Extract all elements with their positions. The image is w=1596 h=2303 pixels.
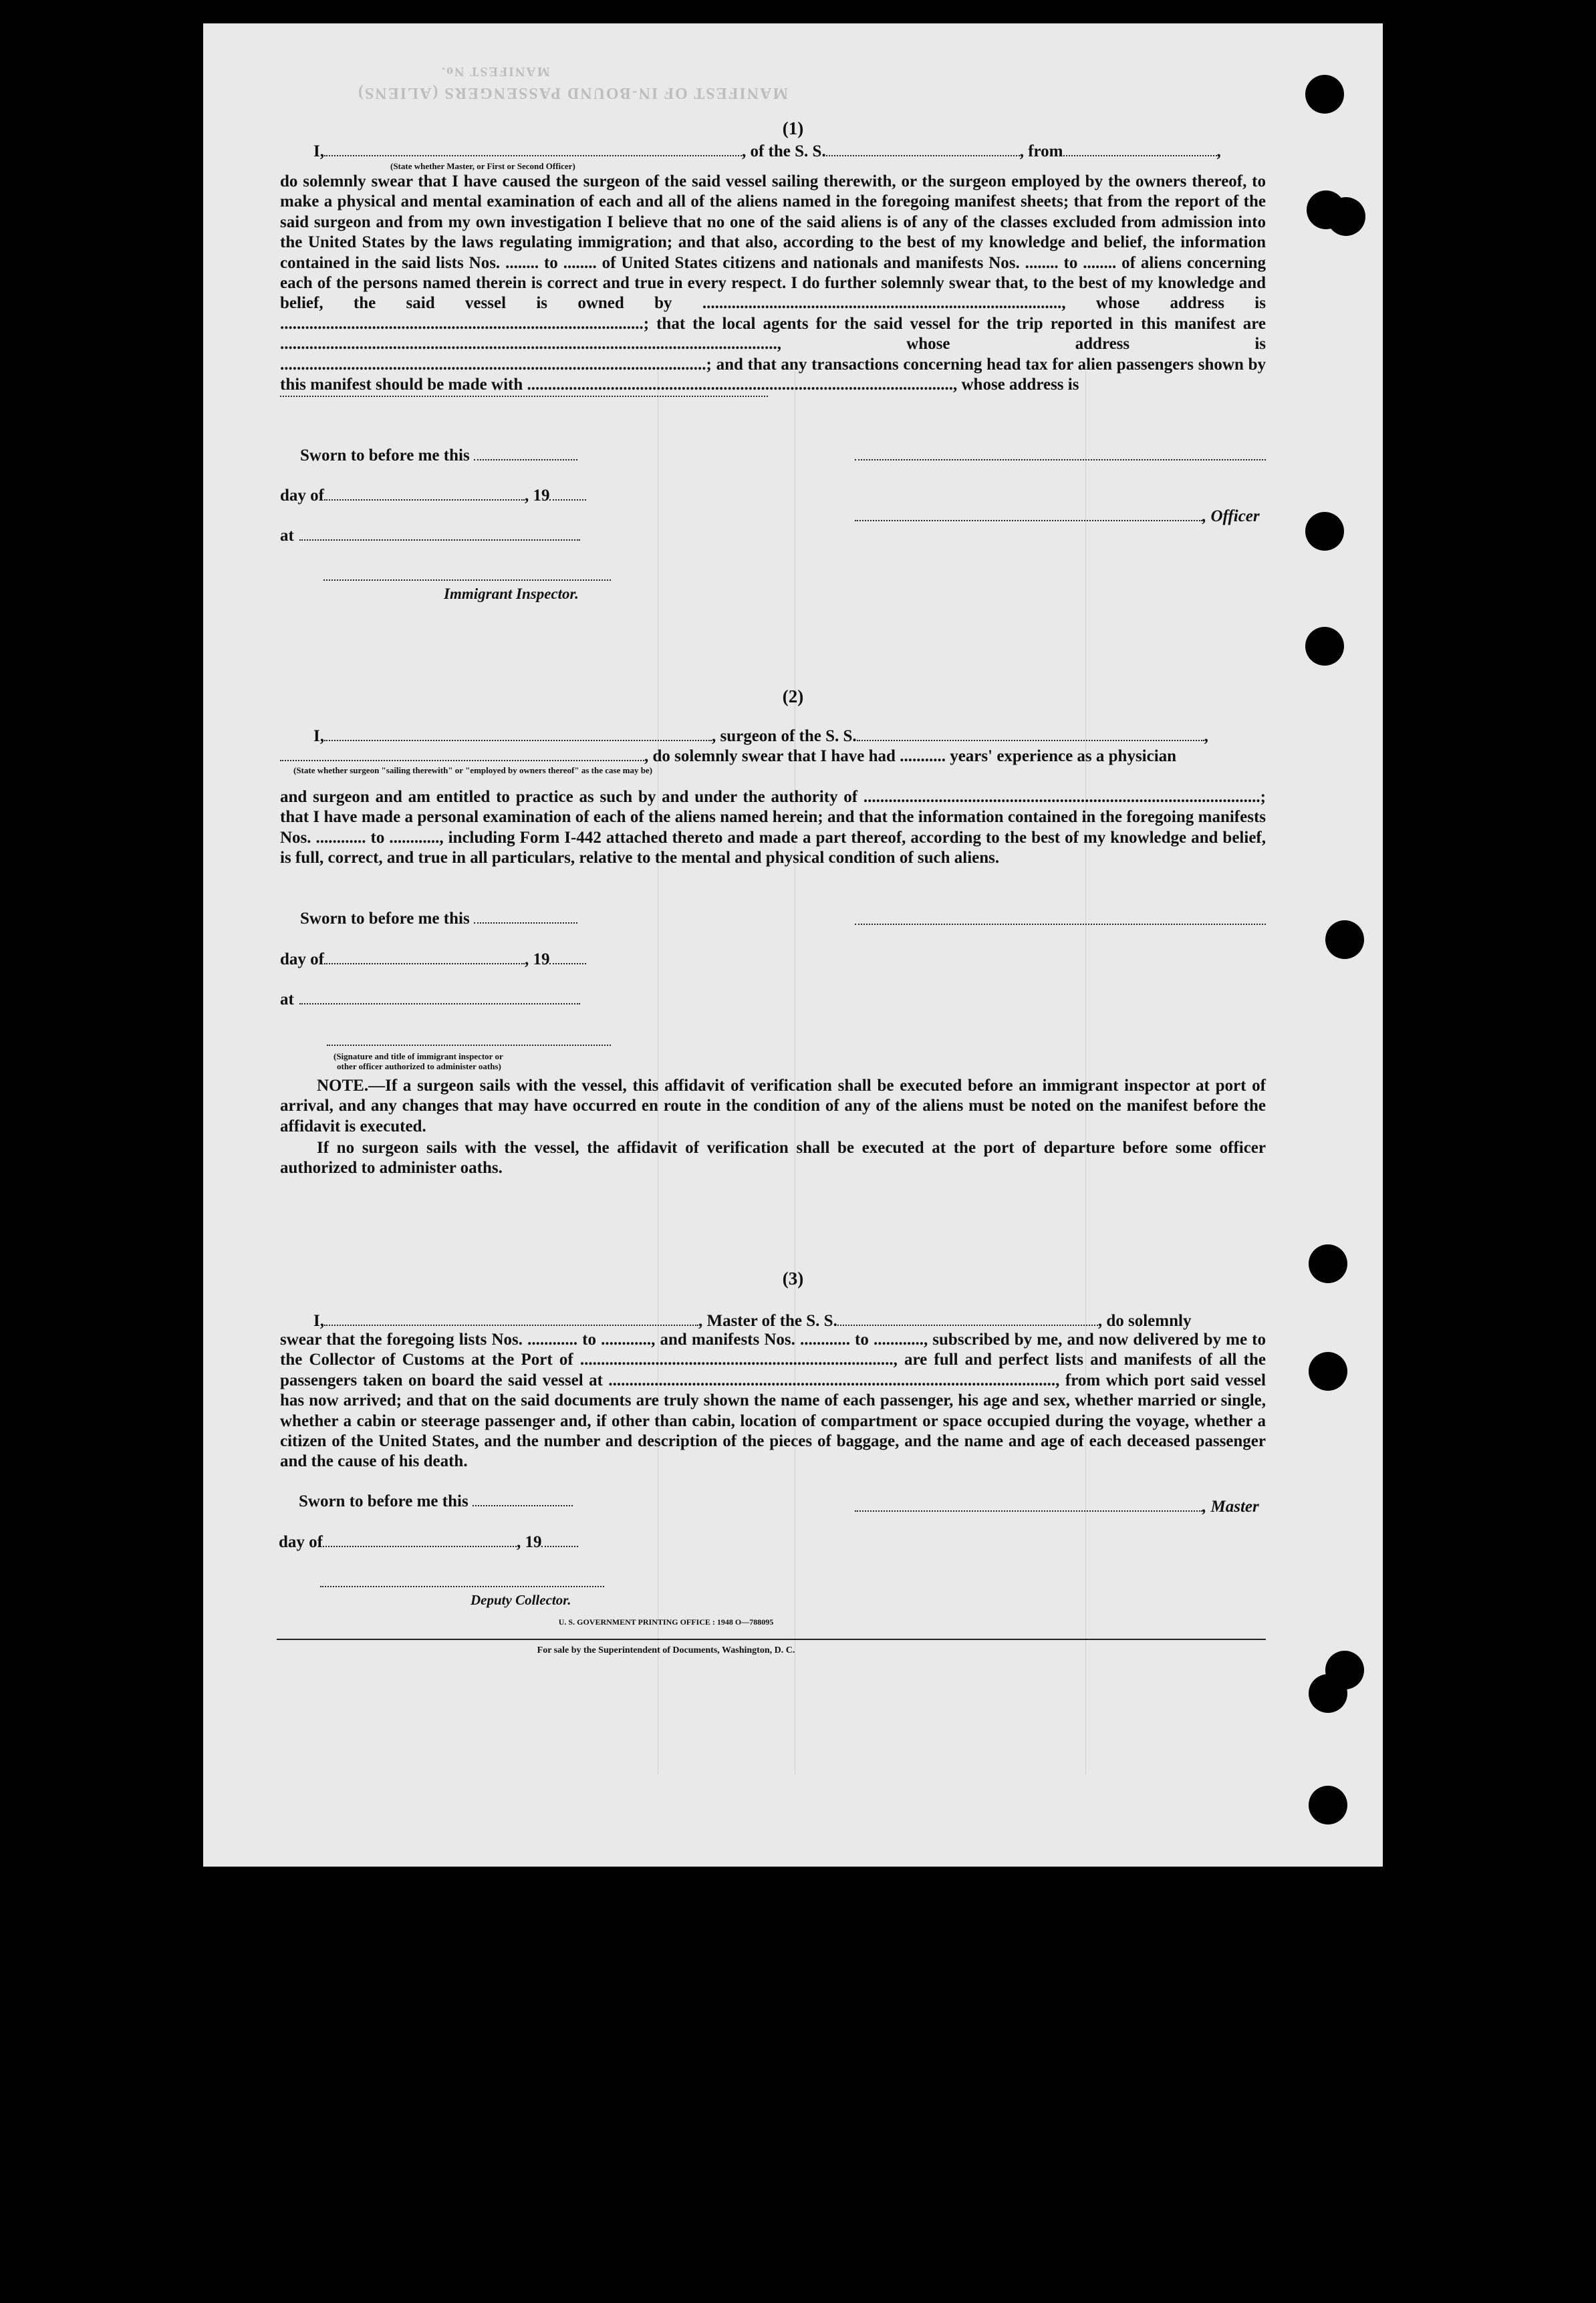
binder-hole <box>1325 920 1364 959</box>
section3-oath-text: swear that the foregoing lists Nos. ............ to ............, and manifests Nos. ............ to ............, subscribed by me, and now delivered by me to the Collector of Customs at the Port of ..........................................................................., are full and perfect lists and manifests of all the passengers taken on board the said vessel at ..........................................................................................................., from which port said vessel has now arrived; and that on the said documents are truly shown the name of each passenger, his age and sex, whether married or single, whether a cabin or steerage passenger and, if other than cabin, location of compartment or space occupied during the voyage, whether a citizen of the United States, and the number and description of the pieces of baggage, and the name and age of each deceased passenger and the cause of his death. <box>280 1331 1266 1471</box>
section3-line1: I, , Master of the S. S. , do solemnly <box>313 1312 1192 1330</box>
at-line: at <box>280 526 580 546</box>
sale-notice: For sale by the Superintendent of Documents, Washington, D. C. <box>537 1645 795 1655</box>
signature-caption: other officer authorized to administer oaths) <box>337 1061 501 1071</box>
section1-oath-text: do solemnly swear that I have caused the surgeon of the said vessel sailing therewith, or the surgeon employed by the owners thereof, to make a physical and mental examination of each and all of the aliens named in the foregoing manifest sheets; that from the report of the said surgeon and from my own investigation I believe that no one of the said aliens is of any of the classes excluded from admission into the United States by the laws regulating immigration; and that also, according to the best of my knowledge and belief, the information contained in the said lists Nos. ........ to ........ of United States citizens and nationals and manifests Nos. ........ to ........ of aliens concerning each of the persons named therein is correct and true in every respect. I do further solemnly swear that, to the best of my knowledge and belief, the said vessel is owned by ......................................................................................, whose address is .......................................................................................; that the local agents for the said vessel for the trip reported in this manifest are ......................................................................................................................., whose address is ......................................................................................................; and that any transactions concerning head tax for alien passengers shown by this manifest should be made with ......................................................................................................, whose address is <box>280 172 1266 394</box>
section-number: (3) <box>782 1268 804 1289</box>
binder-hole <box>1309 1674 1347 1713</box>
fold-line <box>1085 371 1086 1774</box>
day-of-line: day of , 19 <box>280 950 586 970</box>
deputy-signature-line <box>320 1586 604 1587</box>
binder-hole <box>1305 75 1344 114</box>
master-line: , Master <box>855 1497 1259 1517</box>
sworn-line: Sworn to before me this <box>299 1492 573 1512</box>
binder-hole <box>1305 627 1344 666</box>
day-of-line: day of , 19 <box>280 486 586 506</box>
officer-line: , Officer <box>855 507 1260 527</box>
inspector-signature-line <box>327 1045 611 1046</box>
day-of-line: day of , 19 <box>279 1532 578 1552</box>
note-text: NOTE.—If a surgeon sails with the vessel, this affidavit of verification shall be executed before an immigrant inspector at port of arrival, and any changes that may have occurred en route in the condition of any of the aliens must be noted on the manifest before the affidavit is executed. <box>280 1077 1266 1135</box>
inspector-signature-line <box>323 579 611 581</box>
printing-office-imprint: U. S. GOVERNMENT PRINTING OFFICE : 1948 O—788095 <box>558 1617 774 1627</box>
immigrant-inspector-label: Immigrant Inspector. <box>444 585 579 602</box>
deputy-collector-label: Deputy Collector. <box>471 1592 571 1608</box>
section2-oath-text: and surgeon and am entitled to practice as such by and under the authority of ...............................................................................................; that I have made a personal examination of each of the aliens named herein; and that the information contained in the foregoing manifests Nos. ............ to ............, including Form I-442 attached thereto and made a part thereof, according to the best of my knowledge and belief, is full, correct, and true in all particulars, relative to the mental and physical condition of such aliens. <box>280 788 1266 867</box>
binder-hole <box>1327 197 1365 236</box>
form-page <box>203 23 1383 1867</box>
binder-hole <box>1305 512 1344 551</box>
section2-line2: , do solemnly swear that I have had ........... years' experience as a physician <box>280 747 1176 767</box>
section-number: (1) <box>782 118 804 138</box>
signature-line <box>280 396 768 397</box>
at-line: at <box>280 990 580 1010</box>
signature-caption: (Signature and title of immigrant inspector or <box>334 1051 503 1061</box>
binder-hole <box>1309 1244 1347 1283</box>
section1-line1: I, , of the S. S. , from , <box>313 142 1221 160</box>
footer-rule <box>277 1639 1266 1640</box>
field-caption: (State whether surgeon "sailing therewith" or "employed by owners thereof" as the case may be) <box>293 765 653 775</box>
bleed-through-manifest-no: MANIFEST No. <box>440 64 550 79</box>
binder-hole <box>1309 1352 1347 1391</box>
officer-signature-line <box>855 459 1266 460</box>
surgeon-signature-line <box>855 924 1266 925</box>
section2-line1: I, , surgeon of the S. S. , <box>313 727 1208 745</box>
bleed-through-title: MANIFEST OF IN-BOUND PASSENGERS (ALIENS) <box>357 84 788 102</box>
sworn-line: Sworn to before me this <box>300 446 577 466</box>
sworn-line: Sworn to before me this <box>300 909 577 929</box>
binder-hole <box>1309 1786 1347 1824</box>
section-number: (2) <box>782 686 804 706</box>
field-caption: (State whether Master, or First or Second Officer) <box>390 161 575 171</box>
note-text: If no surgeon sails with the vessel, the affidavit of verification shall be executed at the port of departure before some officer authorized to administer oaths. <box>280 1139 1266 1178</box>
